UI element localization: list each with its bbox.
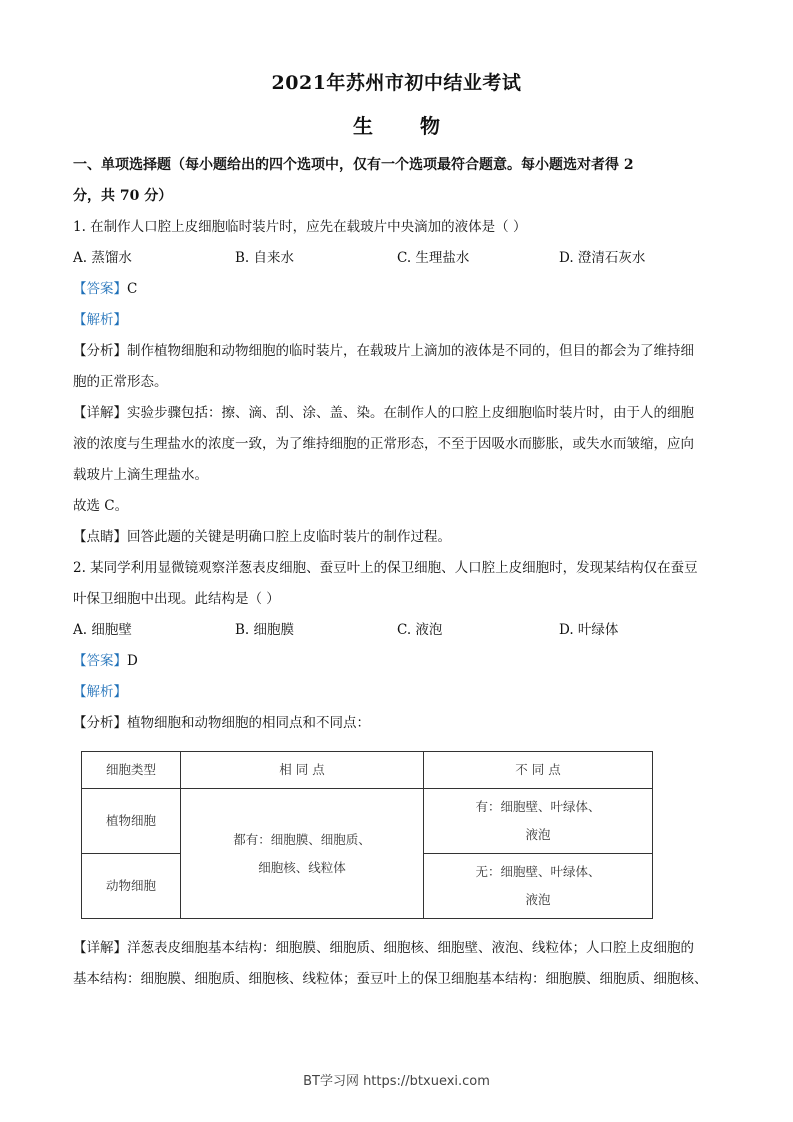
xiangjie-text: 实验步骤包括：擦、滴、刮、涂、盖、染。在制作人的口腔上皮细胞临时装片时，由于人的细胞: [127, 405, 694, 421]
cell-line: 有：细胞壁、叶绿体、: [475, 799, 601, 814]
question-1-stem: 1. 在制作人口腔上皮细胞临时装片时，应先在载玻片中央滴加的液体是（ ）: [73, 219, 527, 235]
option-c: C. 液泡: [397, 622, 443, 638]
option-b: B. 细胞膜: [235, 622, 295, 638]
cell-line: 无：细胞壁、叶绿体、: [475, 864, 601, 879]
cell-line: 液泡: [525, 892, 551, 907]
table-header-cell: 不 同 点: [424, 752, 653, 789]
plant-diff-cell: [424, 789, 653, 854]
cell-line: 都有：细胞膜、细胞质、: [233, 831, 371, 847]
question-2-analysis: [73, 677, 723, 708]
option-d: D. 澄清石灰水: [559, 250, 646, 266]
document-content: [73, 150, 723, 995]
fenxi-text: 胞的正常形态。: [73, 374, 168, 390]
cell-line: 细胞核、线粒体: [258, 859, 346, 875]
xiangjie-text: 液的浓度与生理盐水的浓度一致，为了维持细胞的正常形态，不至于因吸水而膨胀，或失水而皱缩，应向: [73, 436, 694, 452]
section-title: [73, 150, 723, 212]
question-1-answer: [73, 274, 723, 305]
question-1-options: [73, 243, 723, 274]
xiangjie-tag: 【详解】: [73, 940, 127, 956]
fenxi-tag: 【分析】: [73, 715, 127, 731]
cell-type-plant: 植物细胞: [82, 789, 181, 854]
question-1-dianjing: [73, 522, 723, 553]
cell-comparison-table: [81, 751, 653, 919]
option-a: A. 蒸馏水: [73, 250, 132, 266]
option-a: A. 细胞壁: [73, 622, 132, 638]
page-title: 2021年苏州市初中结业考试: [271, 72, 522, 94]
table-header-cell: 相 同 点: [181, 752, 424, 789]
xiangjie-text: 基本结构：细胞膜、细胞质、细胞核、线粒体；蚕豆叶上的保卫细胞基本结构：细胞膜、细胞质、细胞核、: [73, 971, 708, 987]
option-c: C. 生理盐水: [397, 250, 470, 266]
option-d: D. 叶绿体: [559, 622, 619, 638]
cell-line: 液泡: [525, 827, 551, 842]
xiangjie-tag: 【详解】: [73, 405, 127, 421]
dianjing-text: 回答此题的关键是明确口腔上皮临时装片的制作过程。: [127, 529, 451, 545]
option-b: B. 自来水: [235, 250, 295, 266]
table-row: [82, 789, 653, 854]
table-header-cell: 细胞类型: [82, 752, 181, 789]
answer-value: C: [127, 281, 138, 297]
xiangjie-text: 载玻片上滴生理盐水。: [73, 467, 208, 483]
section-title-line: 分，共 70 分）: [73, 188, 173, 204]
subject-title: 生 物: [353, 114, 460, 138]
same-points-cell: [181, 789, 424, 919]
question-1-xiangjie: [73, 398, 723, 491]
section-title-line: 一、单项选择题（每小题给出的四个选项中，仅有一个选项最符合题意。每小题选对者得 2: [73, 157, 634, 173]
stem-line: 叶保卫细胞中出现。此结构是（ ）: [73, 591, 280, 607]
question-1-fenxi: [73, 336, 723, 398]
question-2-answer: [73, 646, 723, 677]
question-1-analysis: [73, 305, 723, 336]
answer-tag: 【答案】: [73, 281, 127, 297]
animal-diff-cell: [424, 854, 653, 919]
dianjing-tag: 【点睛】: [73, 529, 127, 545]
answer-value: D: [127, 653, 138, 669]
table-header-row: [82, 752, 653, 789]
question-2-xiangjie: [73, 933, 723, 995]
question-2-options: [73, 615, 723, 646]
footer-watermark-link[interactable]: BT学习网 https://btxuexi.com: [303, 1074, 490, 1089]
question-2-stem: [73, 553, 723, 615]
question-1-conclusion: 故选 C。: [73, 498, 129, 514]
cell-type-animal: 动物细胞: [82, 854, 181, 919]
fenxi-text: 植物细胞和动物细胞的相同点和不同点：: [127, 715, 370, 731]
answer-tag: 【答案】: [73, 653, 127, 669]
xiangjie-text: 洋葱表皮细胞基本结构：细胞膜、细胞质、细胞核、细胞壁、液泡、线粒体；人口腔上皮细胞的: [127, 940, 694, 956]
analysis-tag: 【解析】: [73, 684, 127, 700]
analysis-tag: 【解析】: [73, 312, 127, 328]
fenxi-text: 制作植物细胞和动物细胞的临时装片，在载玻片上滴加的液体是不同的，但目的都会为了维持细: [127, 343, 694, 359]
stem-line: 2. 某同学利用显微镜观察洋葱表皮细胞、蚕豆叶上的保卫细胞、人口腔上皮细胞时，发现某结构仅在蚕豆: [73, 560, 698, 576]
question-2-fenxi: [73, 708, 723, 739]
fenxi-tag: 【分析】: [73, 343, 127, 359]
